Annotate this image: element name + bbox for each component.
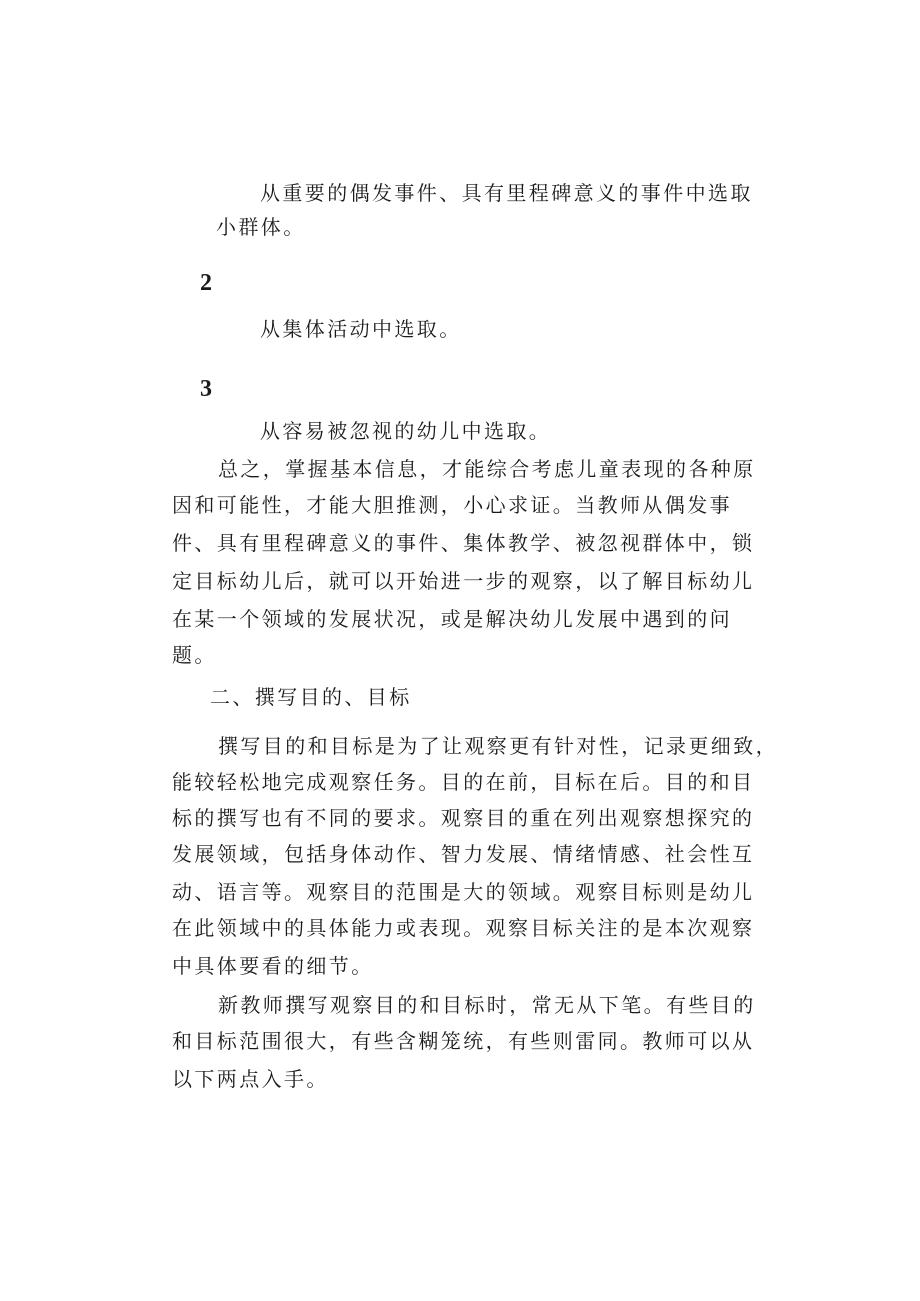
new-teacher-line-2: 和目标范围很大，有些含糊笼统，有些则雷同。教师可以从 bbox=[172, 1029, 755, 1053]
summary-line-3: 件、具有里程碑意义的事件、集体教学、被忽视群体中，锁 bbox=[172, 531, 755, 555]
summary-line-5: 在某一个领域的发展状况，或是解决幼儿发展中遇到的问 bbox=[172, 607, 732, 631]
summary-line-2: 因和可能性，才能大胆推测，小心求证。当教师从偶发事 bbox=[172, 493, 732, 517]
purpose-line-1: 撰写目的和目标是为了让观察更有针对性，记录更细致， bbox=[218, 734, 778, 758]
item3-text: 从容易被忽视的幼儿中选取。 bbox=[260, 419, 552, 443]
new-teacher-line-1: 新教师撰写观察目的和目标时，常无从下笔。有些目的 bbox=[218, 993, 756, 1017]
item1-text-line1: 从重要的偶发事件、具有里程碑意义的事件中选取 bbox=[260, 181, 753, 205]
purpose-line-2: 能较轻松地完成观察任务。目的在前，目标在后。目的和目 bbox=[172, 770, 755, 794]
purpose-line-7: 中具体要看的细节。 bbox=[172, 954, 374, 978]
purpose-line-3: 标的撰写也有不同的要求。观察目的重在列出观察想探究的 bbox=[172, 806, 755, 830]
item2-text: 从集体活动中选取。 bbox=[260, 317, 462, 341]
summary-line-6: 题。 bbox=[172, 643, 217, 667]
item1-text-line2: 小群体。 bbox=[216, 215, 306, 239]
new-teacher-line-3: 以下两点入手。 bbox=[172, 1067, 329, 1091]
summary-line-4: 定目标幼儿后，就可以开始进一步的观察，以了解目标幼儿 bbox=[172, 569, 755, 593]
purpose-line-6: 在此领域中的具体能力或表现。观察目标关注的是本次观察 bbox=[172, 916, 755, 940]
item2-number: 2 bbox=[200, 270, 212, 296]
item3-number: 3 bbox=[200, 376, 212, 402]
section2-heading: 二、撰写目的、目标 bbox=[210, 685, 412, 709]
purpose-line-4: 发展领域，包括身体动作、智力发展、情绪情感、社会性互 bbox=[172, 842, 755, 866]
purpose-line-5: 动、语言等。观察目的范围是大的领域。观察目标则是幼儿 bbox=[172, 880, 755, 904]
summary-line-1: 总之，掌握基本信息，才能综合考虑儿童表现的各种原 bbox=[218, 457, 756, 481]
